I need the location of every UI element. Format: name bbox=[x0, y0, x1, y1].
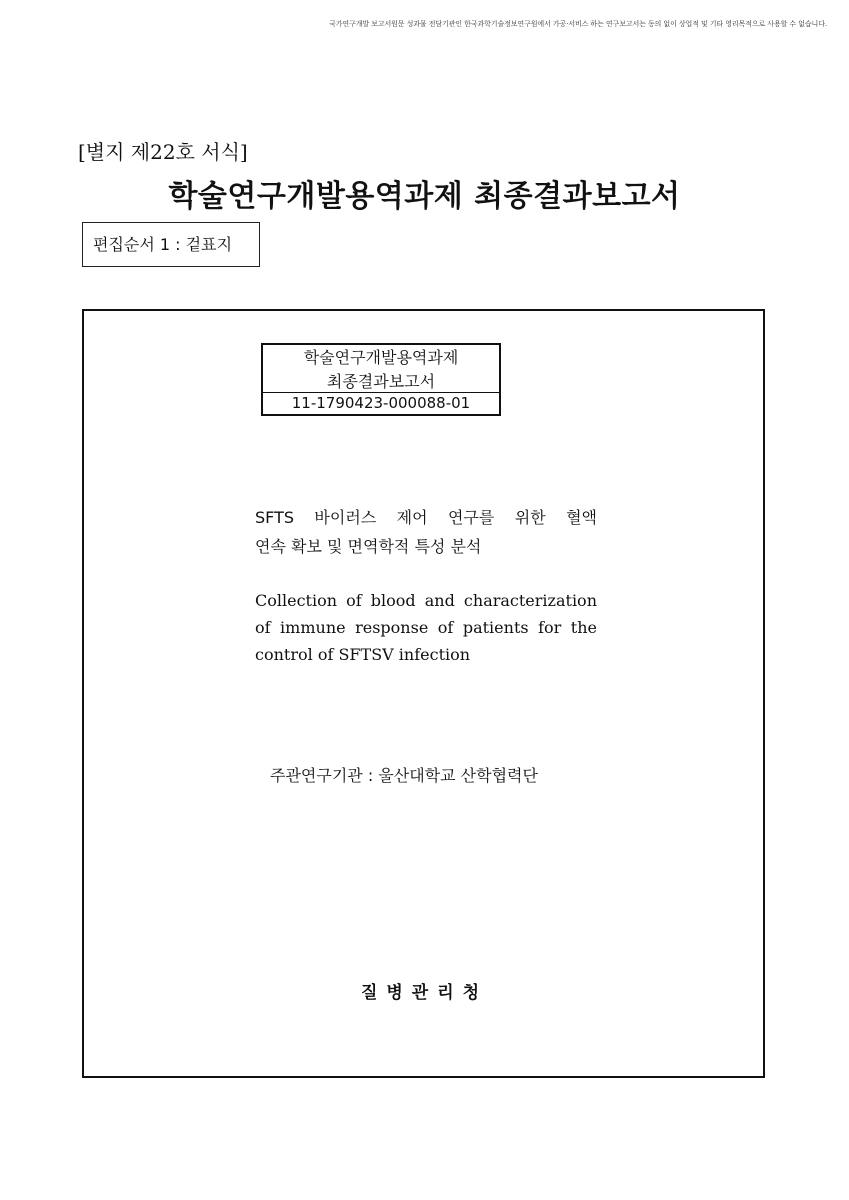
report-number-box bbox=[261, 343, 501, 416]
english-title-line1: Collection of blood and characterization bbox=[255, 591, 597, 610]
page-title: 학술연구개발용역과제 최종결과보고서 bbox=[168, 179, 681, 214]
korean-title bbox=[255, 503, 597, 561]
korean-title-line1: SFTS 바이러스 제어 연구를 위한 혈액 bbox=[255, 508, 597, 527]
copyright-notice: 국가연구개발 보고서원문 성과물 전담기관인 한국과학기술정보연구원에서 가공·서비스 하는 연구보고서는 동의 없이 상업적 및 기타 영리목적으로 사용할 수 없습니다. bbox=[329, 20, 827, 28]
lead-institution: 주관연구기관 : 울산대학교 산학협력단 bbox=[270, 766, 538, 785]
report-number: 11-1790423-000088-01 bbox=[263, 392, 499, 414]
english-title-line2: of immune response of patients for the bbox=[255, 618, 597, 637]
report-type-line1: 학술연구개발용역과제 bbox=[303, 348, 459, 367]
korean-title-line2: 연속 확보 및 면역학적 특성 분석 bbox=[255, 537, 482, 556]
english-title bbox=[255, 587, 597, 668]
english-title-line3: control of SFTSV infection bbox=[255, 645, 471, 664]
issuing-agency: 질병관리청 bbox=[360, 983, 489, 1003]
report-type-line2: 최종결과보고서 bbox=[326, 372, 436, 391]
edit-order-label: 편집순서 1 : 겉표지 bbox=[82, 222, 260, 267]
cover-frame bbox=[82, 309, 765, 1078]
form-number: [별지 제22호 서식] bbox=[78, 140, 248, 164]
